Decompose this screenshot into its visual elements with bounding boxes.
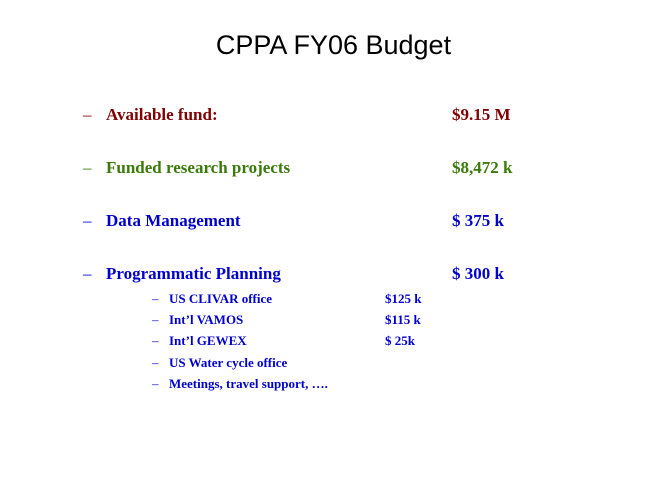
bullet-amount: $9.15 M — [452, 105, 511, 124]
bullet-amount: $ 300 k — [452, 264, 504, 283]
bullet-dash: – — [83, 211, 92, 230]
subitem-intl-vamos — [152, 312, 421, 328]
subitem-dash: – — [152, 355, 159, 370]
bullet-dash: – — [83, 158, 92, 177]
subitem-dash: – — [152, 376, 159, 391]
bullet-dash: – — [83, 264, 92, 283]
bullet-amount: $8,472 k — [452, 158, 513, 177]
subitem-us-clivar — [152, 291, 422, 307]
bullet-dash: – — [83, 105, 92, 124]
subitem-meetings-travel — [152, 376, 328, 392]
bullet-data-management — [83, 211, 504, 231]
bullet-label: Data Management — [106, 211, 241, 230]
bullet-available-fund — [83, 105, 511, 125]
subitem-label: Int’l GEWEX — [169, 333, 247, 348]
subitem-label: US CLIVAR office — [169, 291, 273, 306]
bullet-label: Programmatic Planning — [106, 264, 281, 283]
subitem-label: Meetings, travel support, …. — [169, 376, 328, 391]
subitem-label: Int’l VAMOS — [169, 312, 244, 327]
subitem-dash: – — [152, 333, 159, 348]
subitem-intl-gewex — [152, 333, 415, 349]
subitem-label: US Water cycle office — [169, 355, 288, 370]
bullet-amount: $ 375 k — [452, 211, 504, 230]
subitem-amount: $115 k — [385, 312, 421, 327]
subitem-us-water-cycle — [152, 355, 288, 371]
bullet-label: Available fund: — [106, 105, 218, 124]
subitem-amount: $ 25k — [385, 333, 415, 348]
subitem-dash: – — [152, 291, 159, 306]
bullet-funded-research — [83, 158, 513, 178]
subitem-amount: $125 k — [385, 291, 422, 306]
slide-title: CPPA FY06 Budget — [215, 30, 452, 60]
subitem-dash: – — [152, 312, 159, 327]
bullet-label: Funded research projects — [106, 158, 291, 177]
bullet-programmatic-planning — [83, 264, 504, 284]
